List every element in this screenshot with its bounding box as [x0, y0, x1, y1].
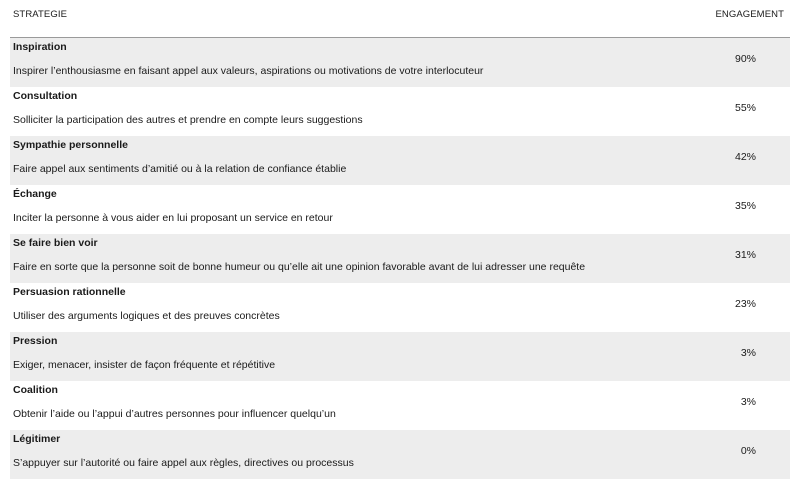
engagement-value: 42% — [734, 151, 756, 163]
strategy-title: Pression — [13, 335, 58, 347]
engagement-value: 31% — [734, 249, 756, 261]
strategy-title: Se faire bien voir — [13, 237, 98, 249]
table-row — [10, 38, 790, 87]
table-header — [10, 0, 790, 38]
table-row — [10, 136, 790, 185]
table-row — [10, 430, 790, 479]
strategy-title: Échange — [13, 188, 57, 200]
engagement-value: 90% — [734, 53, 756, 65]
strategy-title: Persuasion rationnelle — [13, 286, 126, 298]
table-row — [10, 185, 790, 234]
engagement-value: 23% — [734, 298, 756, 310]
table-row — [10, 283, 790, 332]
column-header-engagement: ENGAGEMENT — [715, 9, 784, 20]
engagement-value: 3% — [740, 396, 756, 408]
strategy-description: Exiger, menacer, insister de façon fréquente et répétitive — [13, 359, 276, 371]
table-body — [10, 38, 790, 479]
strategy-description: S’appuyer sur l’autorité ou faire appel aux règles, directives ou processus — [13, 457, 354, 469]
column-header-strategy: STRATEGIE — [13, 9, 68, 20]
strategy-title: Légitimer — [13, 433, 61, 445]
table-row — [10, 87, 790, 136]
strategy-title: Inspiration — [13, 41, 67, 53]
engagement-value: 0% — [740, 445, 756, 457]
strategy-title: Sympathie personnelle — [13, 139, 128, 151]
strategy-description: Faire appel aux sentiments d’amitié ou à la relation de confiance établie — [13, 163, 347, 175]
engagement-value: 3% — [740, 347, 756, 359]
strategy-description: Utiliser des arguments logiques et des preuves concrètes — [13, 310, 280, 322]
strategy-description: Inciter la personne à vous aider en lui proposant un service en retour — [13, 212, 333, 224]
table-row — [10, 332, 790, 381]
strategy-description: Faire en sorte que la personne soit de bonne humeur ou qu’elle ait une opinion favorable avant de lui adresser une requête — [13, 261, 586, 273]
table-row — [10, 234, 790, 283]
table-row — [10, 381, 790, 430]
strategy-title: Consultation — [13, 90, 78, 102]
engagement-value: 35% — [734, 200, 756, 212]
strategy-description: Obtenir l’aide ou l’appui d’autres personnes pour influencer quelqu’un — [13, 408, 336, 420]
strategy-description: Solliciter la participation des autres et prendre en compte leurs suggestions — [13, 114, 363, 126]
strategy-title: Coalition — [13, 384, 58, 396]
strategy-description: Inspirer l’enthousiasme en faisant appel aux valeurs, aspirations ou motivations de votre interlocuteur — [13, 65, 484, 77]
engagement-value: 55% — [734, 102, 756, 114]
